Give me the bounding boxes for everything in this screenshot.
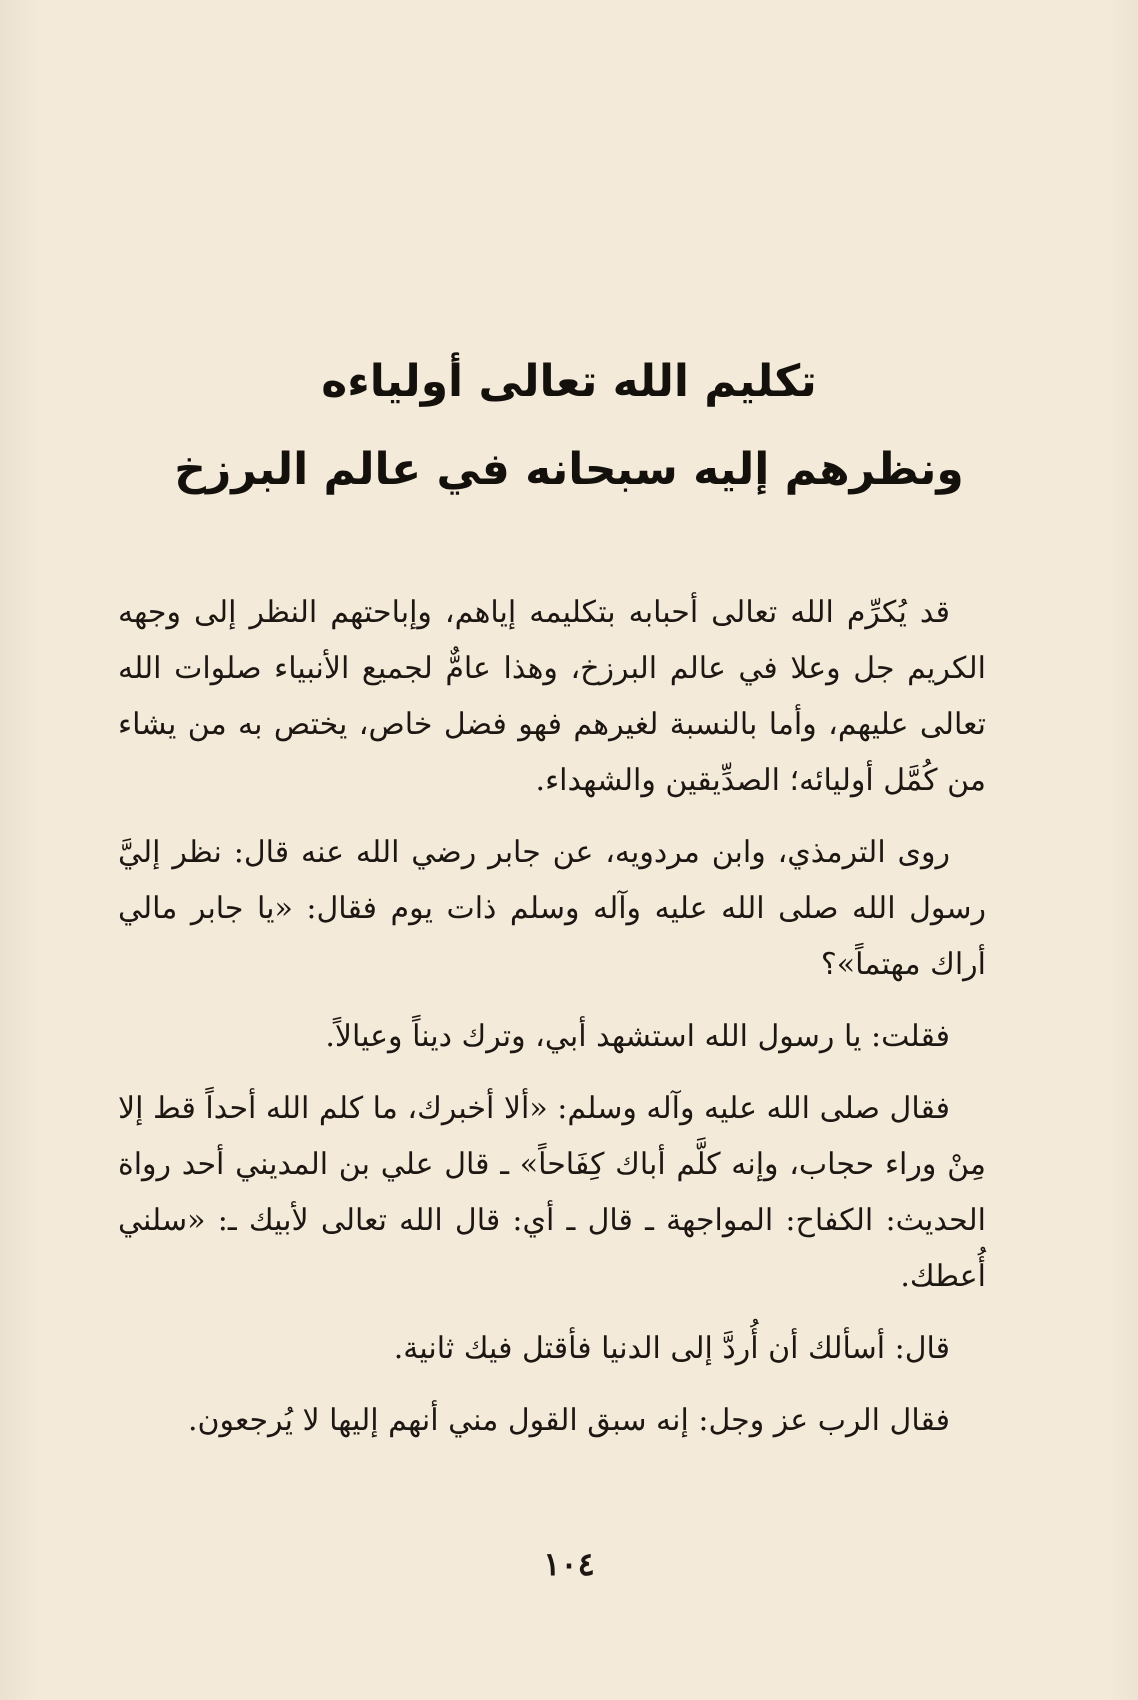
chapter-heading bbox=[140, 338, 998, 514]
body-text bbox=[118, 585, 986, 1465]
paragraph-request: قال: أسألك أن أُردَّ إلى الدنيا فأقتل فيك ثانية. bbox=[393, 1331, 950, 1366]
chapter-heading-line-1: تكليم الله تعالى أولياءه bbox=[321, 356, 817, 407]
chapter-heading-line-2: ونظرهم إليه سبحانه في عالم البرزخ bbox=[174, 444, 964, 495]
paragraph-reply: فقلت: يا رسول الله استشهد أبي، وترك ديناً وعيالاً. bbox=[325, 1019, 950, 1054]
page-number: ١٠٤ bbox=[543, 1545, 595, 1583]
paragraph-narration: روى الترمذي، وابن مردويه، عن جابر رضي الله عنه قال: نظر إليَّ رسول الله صلى الله عليه وآله وسلم ذات يوم فقال: «يا جابر مالي أراك مهتماً»؟ bbox=[118, 835, 986, 982]
paragraph-intro: قد يُكرِّم الله تعالى أحبابه بتكليمه إياهم، وإباحتهم النظر إلى وجهه الكريم جل وعلا في عالم البرزخ، وهذا عامٌّ لجميع الأنبياء صلوات الله تعالى عليهم، وأما بالنسبة لغيرهم فهو فضل خاص، يختص به من يشاء من كُمَّل أوليائه؛ الصدِّيقين والشهداء. bbox=[118, 595, 986, 798]
paragraph-answer: فقال الرب عز وجل: إنه سبق القول مني أنهم إليها لا يُرجعون. bbox=[187, 1403, 950, 1438]
paragraph-hadith: فقال صلى الله عليه وآله وسلم: «ألا أخبرك، ما كلم الله أحداً قط إلا مِنْ وراء حجاب، وإنه كلَّم أباك كِفَاحاً» ـ قال علي بن المديني أحد رواة الحديث: الكفاح: المواجهة ـ قال ـ أي: قال الله تعالى لأبيك ـ: «سلني أُعطك. bbox=[118, 1091, 986, 1294]
